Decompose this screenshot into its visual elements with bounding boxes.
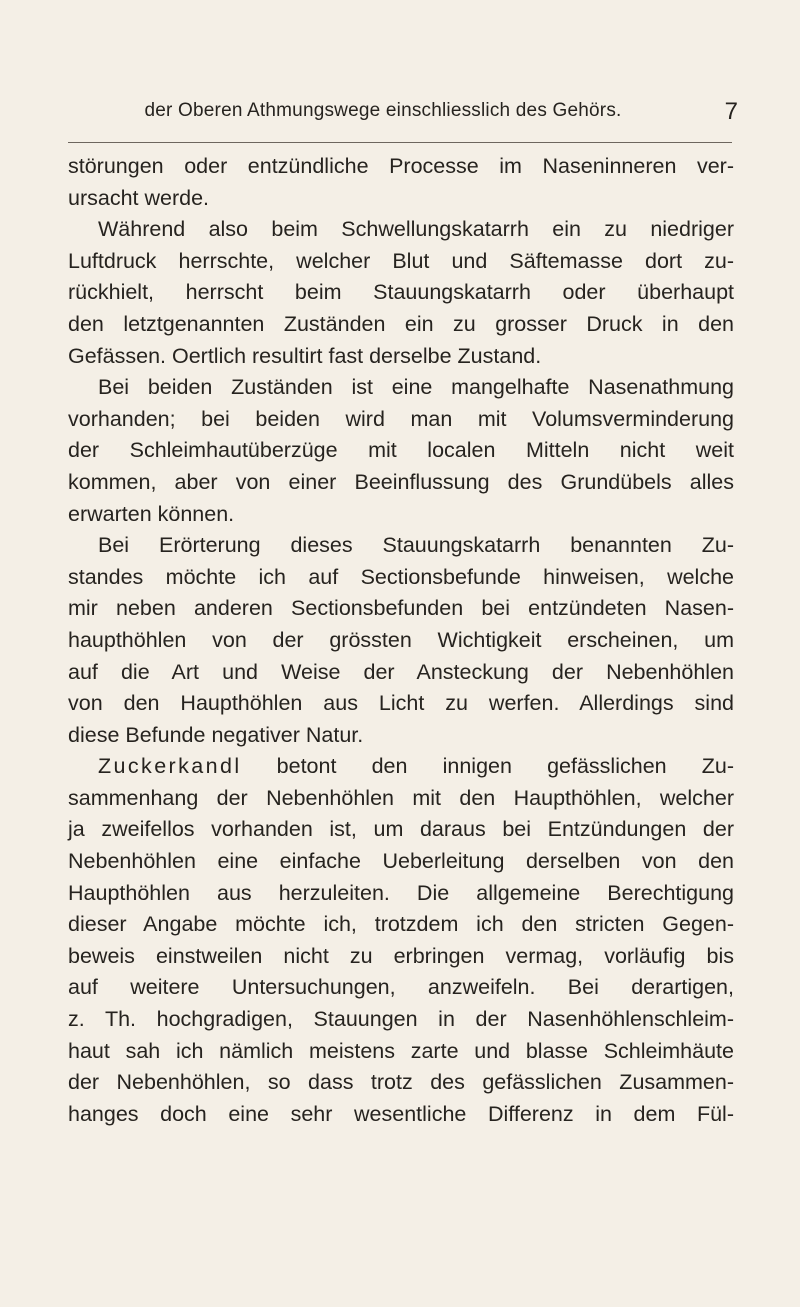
author-name: Zuckerkandl: [98, 754, 242, 779]
text-line: ursacht werde.: [68, 185, 210, 210]
text-line: Bei Erörterung dieses Stauungskatarrh benannten Zu-: [98, 533, 734, 558]
text-line: mir neben anderen Sectionsbefunden bei entzündeten Nasen-: [68, 596, 734, 621]
text-line: vorhanden; bei beiden wird man mit Volumsverminderung: [68, 406, 734, 431]
text-line: dieser Angabe möchte ich, trotzdem ich den stricten Gegen-: [68, 912, 734, 937]
text-line: Luftdruck herrschte, welcher Blut und Säftemasse dort zu-: [68, 248, 734, 273]
text-line: den letztgenannten Zuständen ein zu grosser Druck in den: [68, 311, 734, 336]
running-title: der Oberen Athmungswege einschliesslich des Gehörs.: [144, 100, 622, 121]
text-line: ja zweifellos vorhanden ist, um daraus bei Entzündungen der: [68, 817, 734, 842]
text-line: Gefässen. Oertlich resultirt fast derselbe Zustand.: [68, 343, 542, 368]
running-head: [68, 100, 738, 132]
text-line: hanges doch eine sehr wesentliche Differenz in dem Fül-: [68, 1101, 734, 1126]
page-number: 7: [724, 98, 738, 125]
text-line: auf die Art und Weise der Ansteckung der Nebenhöhlen: [68, 659, 734, 684]
text-line: erwarten können.: [68, 501, 235, 526]
text-line: Während also beim Schwellungskatarrh ein zu niedriger: [98, 217, 734, 242]
text-line: der Nebenhöhlen, so dass trotz des gefässlichen Zusammen-: [68, 1070, 734, 1095]
text-line: haut sah ich nämlich meistens zarte und blasse Schleimhäute: [68, 1038, 734, 1063]
text-line-rest: betont den innigen gefässlichen Zu-: [276, 754, 734, 779]
text-line: Haupthöhlen aus herzuleiten. Die allgemeine Berechtigung: [68, 880, 734, 905]
text-line: beweis einstweilen nicht zu erbringen vermag, vorläufig bis: [68, 943, 734, 968]
header-rule: [68, 142, 732, 143]
text-line: diese Befunde negativer Natur.: [68, 722, 364, 747]
text-line: rückhielt, herrscht beim Stauungskatarrh oder überhaupt: [68, 280, 734, 305]
text-line: standes möchte ich auf Sectionsbefunde hinweisen, welche: [68, 564, 734, 589]
text-line: kommen, aber von einer Beeinflussung des Grundübels alles: [68, 469, 734, 494]
text-line: sammenhang der Nebenhöhlen mit den Haupthöhlen, welcher: [68, 785, 734, 810]
text-line: der Schleimhautüberzüge mit localen Mitteln nicht weit: [68, 438, 734, 463]
text-line: störungen oder entzündliche Processe im Naseninneren ver-: [68, 154, 734, 178]
text-line: z. Th. hochgradigen, Stauungen in der Nasenhöhlenschleim-: [68, 1007, 734, 1032]
text-line: auf weitere Untersuchungen, anzweifeln. Bei derartigen,: [68, 975, 734, 1000]
text-line: [68, 751, 734, 783]
text-line: Bei beiden Zuständen ist eine mangelhafte Nasenathmung: [98, 375, 734, 400]
text-line: Nebenhöhlen eine einfache Ueberleitung derselben von den: [68, 849, 734, 874]
body-text: [68, 151, 734, 1130]
text-line: haupthöhlen von der grössten Wichtigkeit erscheinen, um: [68, 627, 734, 652]
text-line: von den Haupthöhlen aus Licht zu werfen. Allerdings sind: [68, 691, 734, 716]
